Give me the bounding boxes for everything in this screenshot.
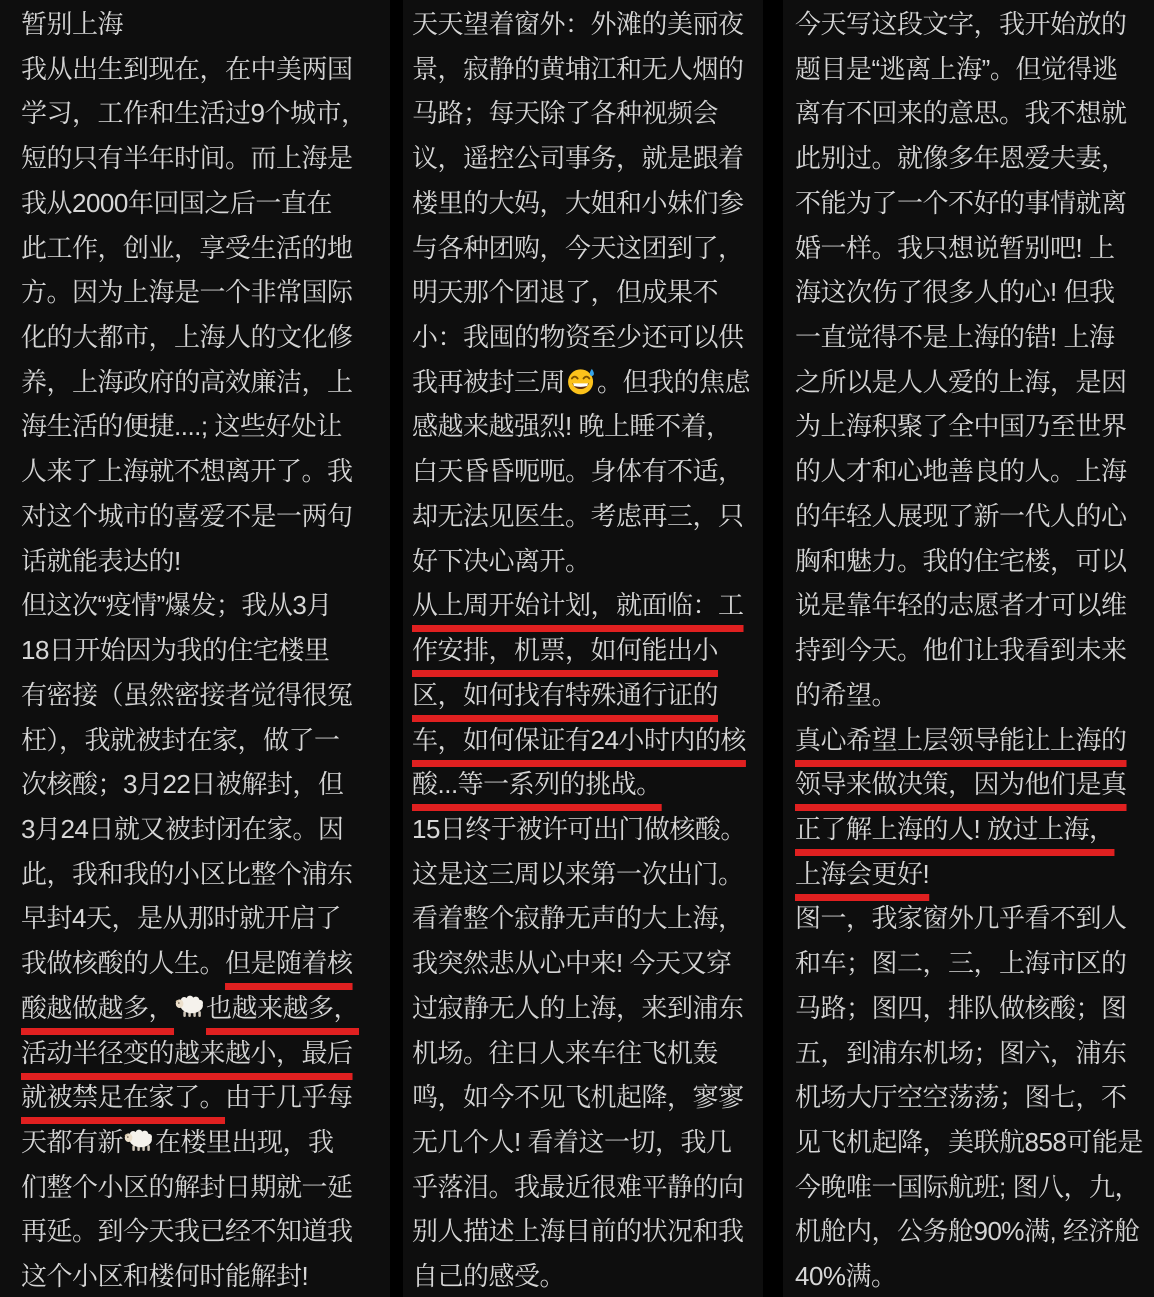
text-line (412, 270, 763, 315)
text-segment: 图一，我家窗外几乎看不到人 (795, 903, 1127, 934)
text-segment: 鸣，如今不见飞机起降，寥寥 (412, 1082, 744, 1113)
text-segment: 此，我和我的小区比整个浦东 (21, 858, 353, 889)
text-line (412, 226, 763, 271)
text-line (412, 986, 763, 1031)
text-line (795, 807, 1154, 852)
text-line (795, 1120, 1154, 1165)
text-line (21, 673, 390, 718)
text-segment: 海生活的便捷....; 这些好处让 (21, 411, 342, 442)
text-segment: 说是靠年轻的志愿者才可以维 (795, 590, 1127, 621)
text-line (412, 136, 763, 181)
text-line (412, 2, 763, 47)
text-segment: 对这个城市的喜爱不是一两句 (21, 500, 353, 531)
text-line (412, 1254, 763, 1297)
text-segment: 机场大厅空空荡荡；图七，不 (795, 1082, 1127, 1113)
text-line (795, 91, 1154, 136)
panel-divider (390, 0, 403, 1297)
text-line (21, 986, 390, 1031)
text-line (21, 1120, 390, 1165)
text-segment: 的希望。 (795, 679, 898, 710)
text-line (412, 360, 763, 405)
text-segment: 人来了上海就不想离开了。我 (21, 456, 353, 487)
text-line (795, 852, 1154, 897)
text-line (412, 896, 763, 941)
text-line (795, 270, 1154, 315)
text-line (21, 226, 390, 271)
text-panel-1 (0, 0, 390, 1297)
text-segment: 白天昏昏呃呃。身体有不适， (412, 456, 744, 487)
text-line (21, 315, 390, 360)
text-line (21, 583, 390, 628)
text-line (412, 628, 763, 673)
text-line (412, 583, 763, 628)
text-line (412, 852, 763, 897)
underlined-text: 就被禁足在家了。 (21, 1082, 226, 1113)
text-line (412, 718, 763, 763)
text-line (412, 449, 763, 494)
text-line (795, 539, 1154, 584)
text-line (21, 1254, 390, 1297)
text-line (21, 1209, 390, 1254)
text-line (21, 852, 390, 897)
panel-divider (763, 0, 783, 1297)
text-line (795, 181, 1154, 226)
text-segment: 持到今天。他们让我看到未来 (795, 635, 1127, 666)
text-line (412, 1031, 763, 1076)
text-segment: 由于几乎每 (225, 1082, 353, 1113)
text-panel-2 (403, 0, 763, 1297)
text-line (795, 1209, 1154, 1254)
text-line (21, 494, 390, 539)
text-segment: 和车；图二，三，上海市区的 (795, 948, 1127, 979)
text-segment: 感越来越强烈! 晚上睡不着， (412, 411, 732, 442)
text-line (21, 1165, 390, 1210)
text-segment: 离有不回来的意思。我不想就 (795, 98, 1127, 129)
text-segment: 过寂静无人的上海，来到浦东 (412, 992, 744, 1023)
text-line (21, 1031, 390, 1076)
text-line (21, 539, 390, 584)
text-segment: 为上海积聚了全中国乃至世界 (795, 411, 1127, 442)
text-segment: 次核酸；3月22日被解封，但 (21, 769, 344, 800)
text-line (21, 270, 390, 315)
text-segment: 一直觉得不是上海的错! 上海 (795, 322, 1115, 353)
text-segment: 的人才和心地善良的人。上海 (795, 456, 1127, 487)
text-line (21, 807, 390, 852)
text-line (21, 181, 390, 226)
text-segment: 看着整个寂静无声的大上海， (412, 903, 744, 934)
text-segment: 题目是“逃离上海”。但觉得逃 (795, 53, 1118, 84)
text-line (21, 360, 390, 405)
text-segment: 乎落泪。我最近很难平静的向 (412, 1171, 744, 1202)
text-line (412, 1075, 763, 1120)
text-segment: 婚一样。我只想说暂别吧! 上 (795, 232, 1115, 263)
text-segment: 方。因为上海是一个非常国际 (21, 277, 353, 308)
text-segment: 此工作，创业，享受生活的地 (21, 232, 353, 263)
text-line (795, 1165, 1154, 1210)
underlined-text: 正了解上海的人! 放过上海， (795, 813, 1115, 844)
text-line (412, 673, 763, 718)
text-line (795, 673, 1154, 718)
text-segment: 40%满。 (795, 1261, 897, 1292)
text-segment: 机舱内，公务舱90%满, 经济舱 (795, 1216, 1140, 1247)
text-segment: 化的大都市，上海人的文化修 (21, 322, 353, 353)
text-segment: 们整个小区的解封日期就一延 (21, 1171, 353, 1202)
text-line (21, 762, 390, 807)
text-line (412, 404, 763, 449)
text-line (21, 2, 390, 47)
text-segment: 今天写这段文字，我开始放的 (795, 9, 1127, 39)
text-line (795, 360, 1154, 405)
text-segment: 却无法见医生。考虑再三，只 (412, 500, 744, 531)
text-line (795, 2, 1154, 47)
text-line (795, 494, 1154, 539)
text-line (795, 47, 1154, 92)
underlined-text: 从上周开始计划，就面临：工 (412, 590, 744, 621)
text-line (21, 1075, 390, 1120)
text-segment: 景，寂静的黄埔江和无人烟的 (412, 53, 744, 84)
text-segment: 但这次“疫情”爆发；我从3月 (21, 590, 332, 621)
text-line (412, 762, 763, 807)
text-segment: 话就能表达的! (21, 545, 181, 576)
text-line (412, 807, 763, 852)
text-segment: 楼里的大妈，大姐和小妹们参 (412, 187, 744, 218)
text-segment: 这是这三周以来第一次出门。 (412, 858, 744, 889)
underlined-text: 活动半径变的越来越小，最后 (21, 1037, 353, 1068)
text-segment: 好下决心离开。 (412, 545, 591, 576)
text-line (412, 539, 763, 584)
text-line (795, 762, 1154, 807)
text-line (412, 941, 763, 986)
text-segment: 天天望着窗外：外滩的美丽夜 (412, 9, 744, 39)
underlined-text: 区，如何找有特殊通行证的 (412, 679, 719, 710)
text-line (795, 1031, 1154, 1076)
text-segment: 今晚唯一国际航班; 图八，九， (795, 1171, 1140, 1202)
underlined-text: 车，如何保证有24小时内的核 (412, 724, 746, 755)
text-segment: 暂别上海 (21, 9, 124, 39)
text-segment: 我再被封三周 。但我的焦虑 (412, 366, 751, 397)
text-segment: 小：我囤的物资至少还可以供 (412, 322, 744, 353)
text-line (21, 941, 390, 986)
text-line (795, 449, 1154, 494)
underlined-text: 酸越做越多， 也越来越多， (21, 992, 360, 1023)
underlined-text: 作安排，机票，如何能出小 (412, 635, 719, 666)
text-segment: 枉），我就被封在家，做了一 (21, 724, 340, 755)
text-line (412, 315, 763, 360)
text-line (21, 628, 390, 673)
text-panel-3 (783, 0, 1154, 1297)
text-segment: 这个小区和楼何时能解封! (21, 1261, 309, 1292)
text-segment: 马路；图四，排队做核酸；图 (795, 992, 1127, 1023)
text-segment: 海这次伤了很多人的心! 但我 (795, 277, 1115, 308)
text-line (21, 404, 390, 449)
text-line (795, 136, 1154, 181)
text-segment: 早封4天，是从那时就开启了 (21, 903, 341, 934)
text-line (795, 226, 1154, 271)
text-segment: 明天那个团退了，但成果不 (412, 277, 719, 308)
text-line (412, 1165, 763, 1210)
text-segment: 我从出生到现在，在中美两国 (21, 53, 353, 84)
text-segment: 我突然悲从心中来! 今天又穿 (412, 948, 732, 979)
text-line (795, 941, 1154, 986)
text-line (412, 1120, 763, 1165)
text-segment: 我做核酸的人生。 (21, 948, 226, 979)
text-segment: 18日开始因为我的住宅楼里 (21, 635, 330, 666)
text-segment: 自己的感受。 (412, 1261, 566, 1292)
text-line (21, 47, 390, 92)
text-line (795, 1075, 1154, 1120)
text-line (21, 449, 390, 494)
text-segment: 再延。到今天我已经不知道我 (21, 1216, 353, 1247)
text-line (795, 628, 1154, 673)
text-segment: 之所以是人人爱的上海，是因 (795, 366, 1127, 397)
text-segment: 不能为了一个不好的事情就离 (795, 187, 1127, 218)
sheep-emoji-icon (124, 1125, 154, 1155)
text-line (795, 583, 1154, 628)
text-line (21, 136, 390, 181)
text-segment: 此别过。就像多年恩爱夫妻， (795, 143, 1127, 174)
text-segment: 机场。往日人来车往飞机轰 (412, 1037, 719, 1068)
text-segment: 与各种团购，今天这团到了， (412, 232, 744, 263)
text-segment: 议，遥控公司事务，就是跟着 (412, 143, 744, 174)
text-segment: 别人描述上海目前的状况和我 (412, 1216, 744, 1247)
text-segment: 我从2000年回国之后一直在 (21, 187, 332, 218)
text-segment: 有密接（虽然密接者觉得很冤 (21, 679, 353, 710)
text-segment: 学习，工作和生活过9个城市， (21, 98, 367, 129)
text-line (412, 47, 763, 92)
underlined-text: 领导来做决策，因为他们是真 (795, 769, 1127, 800)
text-line (795, 896, 1154, 941)
text-line (21, 718, 390, 763)
underlined-text: 但是随着核 (225, 948, 353, 979)
text-line (795, 1254, 1154, 1297)
text-segment: 养，上海政府的高效廉洁，上 (21, 366, 353, 397)
text-segment: 的年轻人展现了新一代人的心 (795, 500, 1127, 531)
text-line (412, 1209, 763, 1254)
text-line (795, 404, 1154, 449)
text-line (412, 181, 763, 226)
text-line (21, 896, 390, 941)
text-segment: 3月24日就又被封闭在家。因 (21, 813, 344, 844)
underlined-text: 上海会更好! (795, 858, 930, 889)
text-line (412, 494, 763, 539)
text-line (21, 91, 390, 136)
text-line (795, 718, 1154, 763)
text-segment: 无几个人! 看着这一切，我几 (412, 1126, 732, 1157)
text-segment: 胸和魅力。我的住宅楼，可以 (795, 545, 1127, 576)
text-line (412, 91, 763, 136)
text-segment: 五，到浦东机场；图六，浦东 (795, 1037, 1127, 1068)
text-segment: 马路；每天除了各种视频会 (412, 98, 719, 129)
text-segment: 天都有新 在楼里出现，我 (21, 1126, 334, 1157)
text-line (795, 315, 1154, 360)
text-line (795, 986, 1154, 1031)
text-segment: 15日终于被许可出门做核酸。 (412, 813, 746, 844)
sheep-emoji-icon (175, 991, 205, 1021)
underlined-text: 酸...等一系列的挑战。 (412, 769, 662, 800)
grin-sweat-emoji-icon (566, 365, 596, 395)
underlined-text: 真心希望上层领导能让上海的 (795, 724, 1127, 755)
text-segment: 见飞机起降，美联航858可能是 (795, 1126, 1143, 1157)
text-segment: 短的只有半年时间。而上海是 (21, 143, 353, 174)
